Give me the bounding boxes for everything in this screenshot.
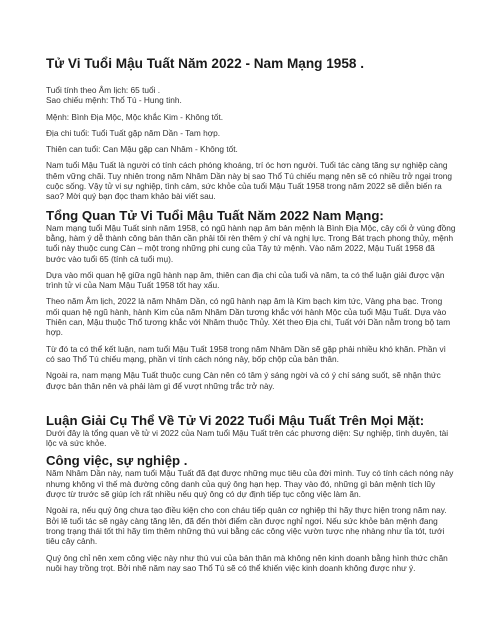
overview-paragraph: Dựa vào mối quan hệ giữa ngũ hành nạp âm, thiên can địa chi của tuổi và năm, ta có thể luận giải được vận trình tử vi của Nam Mậu Tuất 1958 tốt hay xấu. — [46, 269, 445, 291]
details-intro: Dưới đây là tổng quan về tử vi 2022 của Nam tuổi Mậu Tuất trên các phương diện: Sự nghiệp, tình duyên, tài lộc và sức khỏe. — [46, 427, 449, 449]
document-content — [46, 56, 456, 573]
document-title: Tử Vi Tuổi Mậu Tuất Năm 2022 - Nam Mạng 1958 . — [46, 56, 365, 71]
section-heading-details: Luận Giải Cụ Thể Về Tử Vi 2022 Tuổi Mậu Tuất Trên Mọi Mặt: — [46, 412, 425, 428]
overview-paragraph: Nam mạng tuổi Mậu Tuất sinh năm 1958, có ngũ hành nạp âm bản mệnh là Bình Địa Mộc, cây cối ở vùng đồng bằng, hàm ý dễ thành công bản thân cần phải tôi rèn thêm ý chí và nghị lực. Trong Bát trạch phong thủy, mệnh tuổi này thuộc cung Càn – một trong những phi cung của Tây tứ mệnh. Vào năm 2022, Mậu Tuất 1958 đã bước vào tuổi 65 (tính cả tuổi mụ). — [46, 222, 456, 264]
career-paragraph: Năm Nhâm Dần này, nam tuổi Mậu Tuất đã đạt được những mục tiêu của đời mình. Tuy có tính cách nóng nảy nhưng không vì thế mà đường công danh của quý ông hạn hẹp. Thay vào đó, những gì bản mệnh tích lũy được từ trước sẽ giúp ích rất nhiều nếu quý ông có dự định tiếp tục công việc làm ăn. — [46, 468, 454, 500]
intro-thien-can: Thiên can tuổi: Can Mậu gặp can Nhâm - Không tốt. — [46, 144, 238, 155]
intro-summary: Nam tuổi Mậu Tuất là người có tính cách phóng khoáng, trí óc hơn người. Tuổi tác càng tăng sự nghiệp càng thêm vững chãi. Tuy nhiên trong năm Nhâm Dần này bị sao Thổ Tú chiếu mạng nên sẽ có nhiều trở ngại trong cuộc sống. Vậy tử vi sự nghiệp, tình cảm, sức khỏe của tuổi Mậu Tuất 1958 trong năm 2022 sẽ diễn biến ra sao? Mời quý bạn đọc tham khảo bài viết sau. — [46, 160, 452, 202]
intro-dia-chi: Địa chi tuổi: Tuổi Tuất gặp năm Dần - Tam hợp. — [46, 127, 221, 138]
intro-menh: Mệnh: Bình Địa Mộc, Mộc khắc Kim - Không tốt. — [46, 111, 224, 122]
career-paragraph: Ngoài ra, nếu quý ông chưa tạo điều kiện cho con cháu tiếp quản cơ nghiệp thì hãy thực hiện trong năm nay. Bởi lẽ tuổi tác sẽ ngày càng tăng lên, đã đến thời điểm cần được nghỉ ngơi. Nếu sức khỏe bản mệnh đang trong trạng thái tốt thì hãy tìm thêm những thú vui bằng các công việc vườn tược nhẹ nhàng như tỉa tót, tưới tiêu cây cảnh. — [46, 505, 447, 547]
intro-age: Tuổi tính theo Âm lịch: 65 tuổi . — [46, 85, 161, 95]
section-heading-overview: Tổng Quan Tử Vi Tuổi Mậu Tuất Năm 2022 Nam Mạng: — [46, 207, 384, 223]
career-paragraph: Quý ông chỉ nên xem công việc này như thú vui của bản thân mà không nên kinh doanh bằng hình thức chăn nuôi hay trồng trọt. Bởi nhẽ năm nay sao Thổ Tú sẽ có thể khiến việc kinh doanh không được như ý. — [46, 552, 448, 573]
overview-paragraph: Ngoài ra, nam mạng Mậu Tuất thuộc cung Càn nên có tâm ý sáng ngời và có ý chí sáng suốt, sẽ nhận thức được bản thân nên và phải làm gì để vượt những trắc trở này. — [46, 370, 441, 391]
intro-star: Sao chiếu mệnh: Thổ Tú - Hung tinh. — [46, 95, 182, 106]
section-heading-career: Công việc, sự nghiệp . — [46, 453, 188, 469]
overview-paragraph: Theo năm Âm lịch, 2022 là năm Nhâm Dần, có ngũ hành nạp âm là Kim bạch kim tức, Vàng pha bạc. Trong mối quan hệ ngũ hành, hành Kim của năm Nhâm Dần tương khắc với hành Mộc của tuổi Mậu Tuất. Dựa vào Thiên can, Mậu thuộc Thổ tương khắc với Nhâm thuộc Thủy. Xét theo Địa chi, Tuất với Dần nằm trong bộ tam hợp. — [46, 296, 451, 338]
overview-paragraph: Từ đó ta có thể kết luận, nam tuổi Mậu Tuất 1958 trong năm Nhâm Dần sẽ gặp phải nhiều khó khăn. Phần vì có sao Thổ Tú chiếu mạng, phần vì tính cách nóng nảy, bốp chộp của bản thân. — [46, 343, 446, 364]
